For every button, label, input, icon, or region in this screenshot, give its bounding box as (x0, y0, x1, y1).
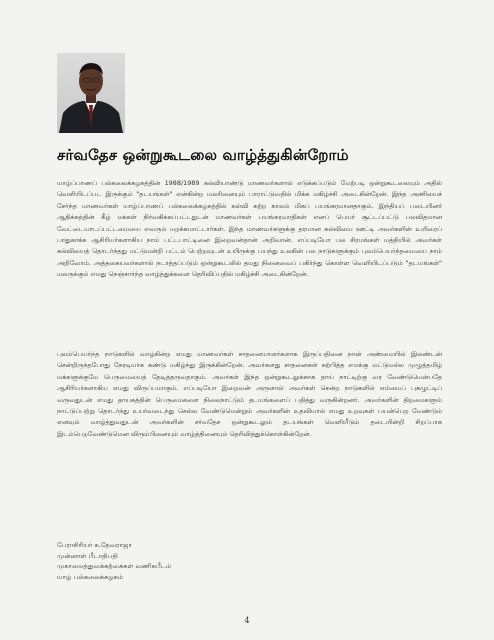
author-portrait-photo (57, 53, 125, 133)
signatory-faculty: முகாமைத்துவக்கற்கைகள் வணிகபீடம் (57, 562, 172, 571)
page-number: 4 (244, 616, 250, 625)
signatory-university: யாழ் பல்கலைக்கழகம் (57, 572, 124, 581)
signatory-name: பேராசிரியர் க.தேவராஜா (57, 541, 132, 549)
signature-block (57, 540, 317, 582)
body-paragraph-1: யாழ்ப்பாணப் பல்கலைக்கழகத்தின் 1988/1989 கல்வியாண்டு மாணவர்களால் எடுக்கப்படும் மேற்படி ஒன்றுகூடலையும் அதில் வெளியிடப்பட இருக்கும் "தடயங்கள்" என்கின்ற மலரினையும் பாராட்டுவதில் மிக்க மகிழ்ச்சி அடைகின்றேன். இந்த அணியைச் சேர்ந்த மாணவர்கள் யாழ்ப்பாணப் பல்கலைக்கழகத்தில் கல்வி கற்ற காலம் மிகப் பயங்கரமானதாகும். இந்தியப் படையினர் ஆதிக்கத்தின் கீழ் மக்கள் நிர்வகிக்கப்பட்டதுடன் மாணவர்கள் பயங்கரவாதிகள் எனப் பெயர் சூட்டப்பட்டு பலவிதமான வேட்டையாடப்பட்டமையை எவரும் மறக்கமாட்டார்கள். இந்த மாணவர்களுக்கு தரமான கல்வியை ஊட்டி அவர்களின் உயிரைப் பாதுகாக்க ஆசிரியர்களாகிய நாம் பட்டபாட்டினை இறைவன்தான் அறிவான். எப்படியோ பல சிரமங்கள் மத்தியில் அவர்கள் கல்வியைத் தொடர்ந்தது மட்டுமன்றி பட்டம் பெற்றவுடன் உயிருக்கு பயந்து உலகின் பல நாடுகளுக்கும் புலம்பெயர்ந்தமையை நாம் அறிவோம். அத்தகையவர்களால் நடாத்தப்படும் ஒன்றுகூடலில் தமது நினைவைப் பகிர்ந்து கொள்ள வெளியிடப்படும் "தடயங்கள்" மலருக்கும் எமது நெஞ்சார்ந்த வாழ்த்துக்களை தெரிவிப்பதில் மகிழ்ச்சி அடைகின்றேன். (57, 179, 442, 279)
page-heading: சர்வதேச ஒன்றுகூடலை வாழ்த்துகின்றோம் (57, 146, 349, 164)
signatory-title: முன்னாள் பீடாதிபதி (57, 551, 118, 560)
body-paragraph-2: புலம்பெயர்ந்த நாடுகளில் வாழ்கின்ற எமது மாணவர்கள் சாதனையாளர்களாக இருப்பதினை நான் அண்மையில் இலண்டன் சென்றிருந்தபோது நேரடியாக கண்டு மகிழ்ந்து இருக்கின்றேன். அவர்களது சாதனைகள் கற்பித்த எமக்கு மட்டுமல்ல முழுத்தமிழ் மக்களுக்குமே பெருமையைத் தேடித்தருவதாகும். அவர்கள் இந்த ஒன்றுகூடலுக்காக தாய் நாட்டிற்கு வர வேண்டுமென்பதே ஆசிரியர்களாகிய எமது விருப்பமாகும். எப்படியோ இறைவன் அருளால் அவர்கள் சென்ற நாடுகளில் எம்மைப் புகழுட்டிப் வருவதுடன் எமது தாயகத்தின் பெருமைகளை நிலைநாட்டும் தடயங்களைப் பதித்து வருகின்றனர். அவர்களின் திறமைகளும் நாட்டுப்பற்று தொடர்ந்து உயர்வடைந்து செல்ல வேண்டுமென்றும் அவர்களின் உதவியால் எமது உறவுகள் பயன்பெற வேண்டும் எனவும் வாழ்த்துவதுடன் அவர்களின் சர்வதேச ஒன்றுகூடலும் தடயங்கள் வெளியீடும் தடையின்றி சிறப்பாக இடம்பெறவேண்டுமென விரும்பினையும் வாழ்த்தினையும் தெரிவித்துக்கொள்கின்றேன். (57, 350, 442, 438)
portrait-image (57, 53, 125, 133)
